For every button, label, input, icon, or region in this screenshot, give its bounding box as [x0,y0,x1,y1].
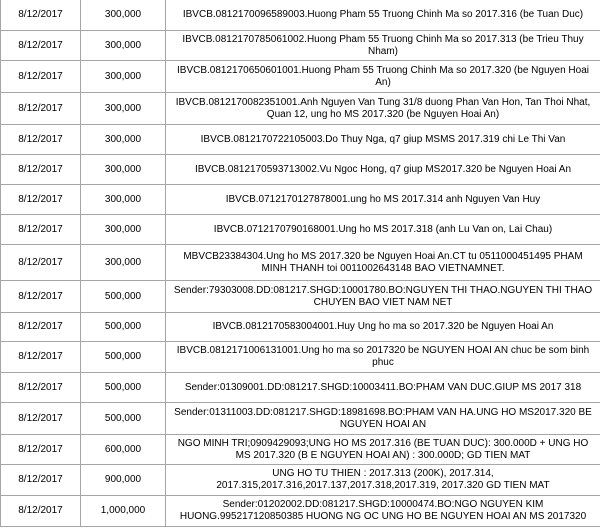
description-cell: UNG HO TU THIEN : 2017.313 (200K), 2017.314, 2017.315,2017.316,2017.137,2017.318,2017.319, 2017.320 GD TIEN MAT [166,465,600,496]
date-cell: 8/12/2017 [1,185,81,215]
amount-cell: 300,000 [81,185,166,215]
description-cell: IBVCB.0812170650601001.Huong Pham 55 Truong Chinh Ma so 2017.320 (be Nguyen Hoai An) [166,61,600,93]
amount-cell: 500,000 [81,281,166,313]
table-row [1,31,600,61]
date-cell: 8/12/2017 [1,313,81,342]
table-row [1,185,600,215]
description-cell: MBVCB23384304.Ung ho MS 2017.320 be Nguyen Hoai An.CT tu 0511000451495 PHAM MINH THANH toi 0011002643148 BAO VIETNAMNET. [166,245,600,281]
date-cell: 8/12/2017 [1,31,81,61]
amount-cell: 500,000 [81,313,166,342]
table-row [1,403,600,435]
date-cell: 8/12/2017 [1,342,81,373]
date-cell: 8/12/2017 [1,465,81,496]
table-row [1,435,600,465]
table-row [1,342,600,373]
amount-cell: 500,000 [81,403,166,435]
description-cell: Sender:01311003.DD:081217.SHGD:18981698.BO:PHAM VAN HA.UNG HO MS2017.320 BE NGUYEN HOAI AN [166,403,600,435]
description-cell: IBVCB.0712170790168001.Ung ho MS 2017.318 (anh Lu Van on, Lai Chau) [166,215,600,245]
table-row [1,245,600,281]
description-cell: IBVCB.0812170096589003.Huong Pham 55 Truong Chinh Ma so 2017.316 (be Tuan Duc) [166,0,600,31]
date-cell: 8/12/2017 [1,125,81,155]
description-cell: Sender:01309001.DD:081217.SHGD:10003411.BO:PHAM VAN DUC.GIUP MS 2017 318 [166,373,600,403]
table-row [1,0,600,31]
description-cell: NGO MINH TRI;0909429093;UNG HO MS 2017.316 (BE TUAN DUC): 300.000D + UNG HO MS 2017.320 (B E NGUYEN HOAI AN) : 300.000D; GD TIEN MAT [166,435,600,465]
table-row [1,373,600,403]
amount-cell: 300,000 [81,61,166,93]
date-cell: 8/12/2017 [1,93,81,125]
table-row [1,93,600,125]
description-cell: IBVCB.0812170082351001.Anh Nguyen Van Tung 31/8 duong Phan Van Hon, Tan Thoi Nhat, Quan 12, ung ho MS 2017.320 (be Nguyen Hoai An) [166,93,600,125]
table-body [1,0,600,527]
amount-cell: 500,000 [81,342,166,373]
table-row [1,313,600,342]
amount-cell: 300,000 [81,245,166,281]
description-cell: IBVCB.0712170127878001.ung ho MS 2017.314 anh Nguyen Van Huy [166,185,600,215]
date-cell: 8/12/2017 [1,403,81,435]
amount-cell: 900,000 [81,465,166,496]
table-row [1,125,600,155]
table-row [1,155,600,185]
amount-cell: 300,000 [81,125,166,155]
amount-cell: 600,000 [81,435,166,465]
amount-cell: 300,000 [81,215,166,245]
date-cell: 8/12/2017 [1,435,81,465]
description-cell: IBVCB.0812170785061002.Huong Pham 55 Truong Chinh Ma so 2017.313 (be Trieu Thuy Nham) [166,31,600,61]
date-cell: 8/12/2017 [1,155,81,185]
date-cell: 8/12/2017 [1,61,81,93]
date-cell: 8/12/2017 [1,245,81,281]
description-cell: IBVCB.0812170593713002.Vu Ngoc Hong, q7 giup MS2017.320 be Nguyen Hoai An [166,155,600,185]
table-row [1,215,600,245]
description-cell: IBVCB.0812170583004001.Huy Ung ho ma so 2017.320 be Nguyen Hoai An [166,313,600,342]
amount-cell: 300,000 [81,0,166,31]
description-cell: IBVCB.0812171006131001.Ung ho ma so 2017320 be NGUYEN HOAI AN chuc be som binh phuc [166,342,600,373]
description-cell: IBVCB.0812170722105003.Do Thuy Nga, q7 giup MSMS 2017.319 chi Le Thi Van [166,125,600,155]
table-row [1,496,600,527]
date-cell: 8/12/2017 [1,496,81,527]
table-row [1,61,600,93]
table-row [1,465,600,496]
amount-cell: 300,000 [81,93,166,125]
amount-cell: 300,000 [81,155,166,185]
date-cell: 8/12/2017 [1,373,81,403]
description-cell: Sender:79303008.DD:081217.SHGD:10001780.BO:NGUYEN THI THAO.NGUYEN THI THAO CHUYEN BAO VIET NAM NET [166,281,600,313]
amount-cell: 500,000 [81,373,166,403]
amount-cell: 300,000 [81,31,166,61]
description-cell: Sender:01202002.DD:081217.SHGD:10000474.BO:NGO NGUYEN KIM HUONG.995217120850385 HUONG NG OC UNG HO BE NGUYEN HOAI AN MS 2017320 [166,496,600,527]
table-row [1,281,600,313]
date-cell: 8/12/2017 [1,215,81,245]
amount-cell: 1,000,000 [81,496,166,527]
date-cell: 8/12/2017 [1,0,81,31]
date-cell: 8/12/2017 [1,281,81,313]
